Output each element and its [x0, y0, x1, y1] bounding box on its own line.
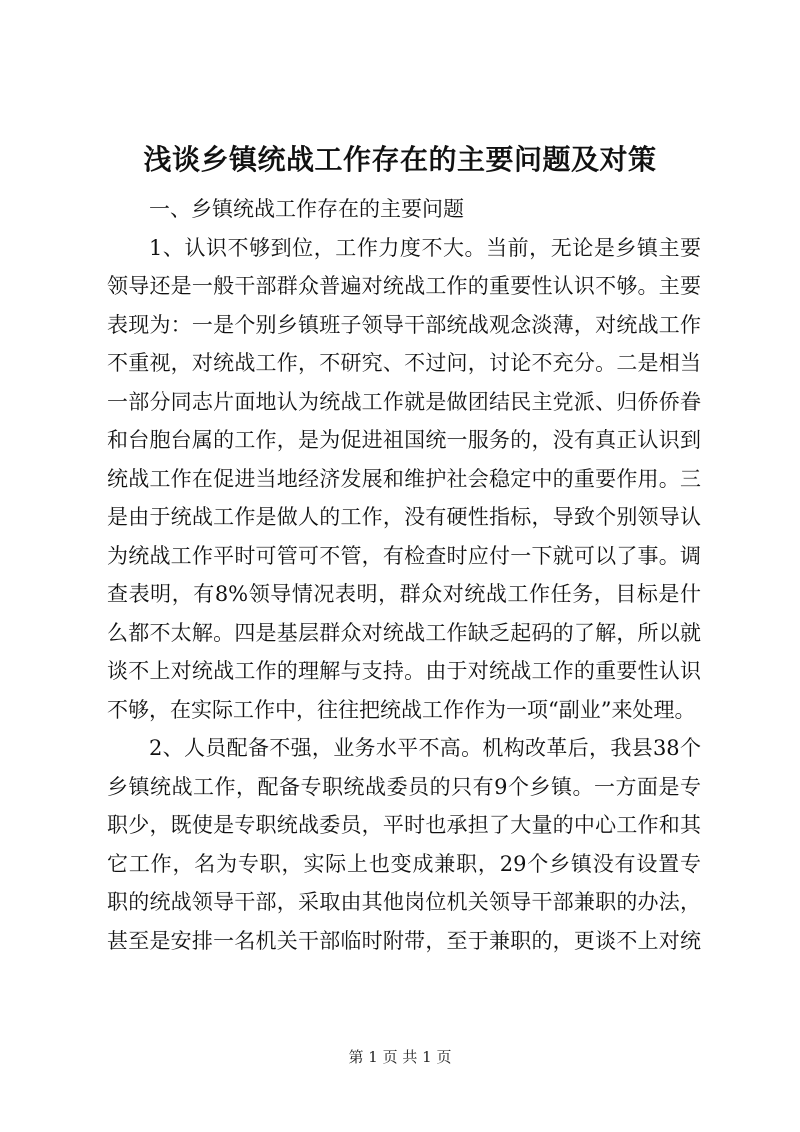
- document-title: 浅谈乡镇统战工作存在的主要问题及对策: [143, 143, 657, 176]
- paragraph-line: 职少，既使是专职统战委员，平时也承担了大量的中心工作和其: [107, 813, 701, 837]
- paragraph-line: 为统战工作平时可管可不管，有检查时应付一下就可以了事。调: [107, 543, 701, 568]
- paragraph-line: 表现为：一是个别乡镇班子领导干部统战观念淡薄，对统战工作: [107, 312, 701, 337]
- paragraph-line: 不重视，对统战工作，不研究、不过问，讨论不充分。二是相当: [107, 351, 701, 375]
- paragraph-line: 乡镇统战工作，配备专职统战委员的只有9个乡镇。一方面是专: [107, 774, 701, 799]
- paragraph-line: 2、人员配备不强，业务水平不高。机构改革后，我县38个: [149, 736, 701, 760]
- paragraph-line: 领导还是一般干部群众普遍对统战工作的重要性认识不够。主要: [107, 274, 701, 298]
- document-body: [107, 190, 701, 960]
- paragraph-line: 它工作，名为专职，实际上也变成兼职，29个乡镇没有设置专: [107, 851, 701, 876]
- paragraph-line: 一部分同志片面地认为统战工作就是做团结民主党派、归侨侨眷: [107, 389, 701, 414]
- paragraph-line: 查表明，有8%领导情况表明，群众对统战工作任务，目标是什: [107, 582, 701, 606]
- paragraph-line: 和台胞台属的工作，是为促进祖国统一服务的，没有真正认识到: [107, 428, 701, 452]
- paragraph-line: 是由于统战工作是做人的工作，没有硬性指标，导致个别领导认: [107, 505, 701, 529]
- paragraph-line: 不够，在实际工作中，往往把统战工作作为一项“副业”来处理。: [107, 697, 696, 722]
- page-footer: 第 1 页 共 1 页: [348, 1048, 452, 1066]
- paragraph-line: 职的统战领导干部，采取由其他岗位机关领导干部兼职的办法，: [107, 890, 701, 914]
- paragraph-line: 谈不上对统战工作的理解与支持。由于对统战工作的重要性认识: [107, 659, 701, 683]
- paragraph-line: 1、认识不够到位，工作力度不大。当前，无论是乡镇主要: [149, 235, 701, 260]
- paragraph-line: 么都不太解。四是基层群众对统战工作缺乏起码的了解，所以就: [107, 620, 701, 645]
- paragraph-line: 甚至是安排一名机关干部临时附带，至于兼职的，更谈不上对统: [107, 928, 701, 953]
- paragraph-line: 统战工作在促进当地经济发展和维护社会稳定中的重要作用。三: [107, 466, 701, 491]
- section-heading: 一、乡镇统战工作存在的主要问题: [149, 197, 464, 221]
